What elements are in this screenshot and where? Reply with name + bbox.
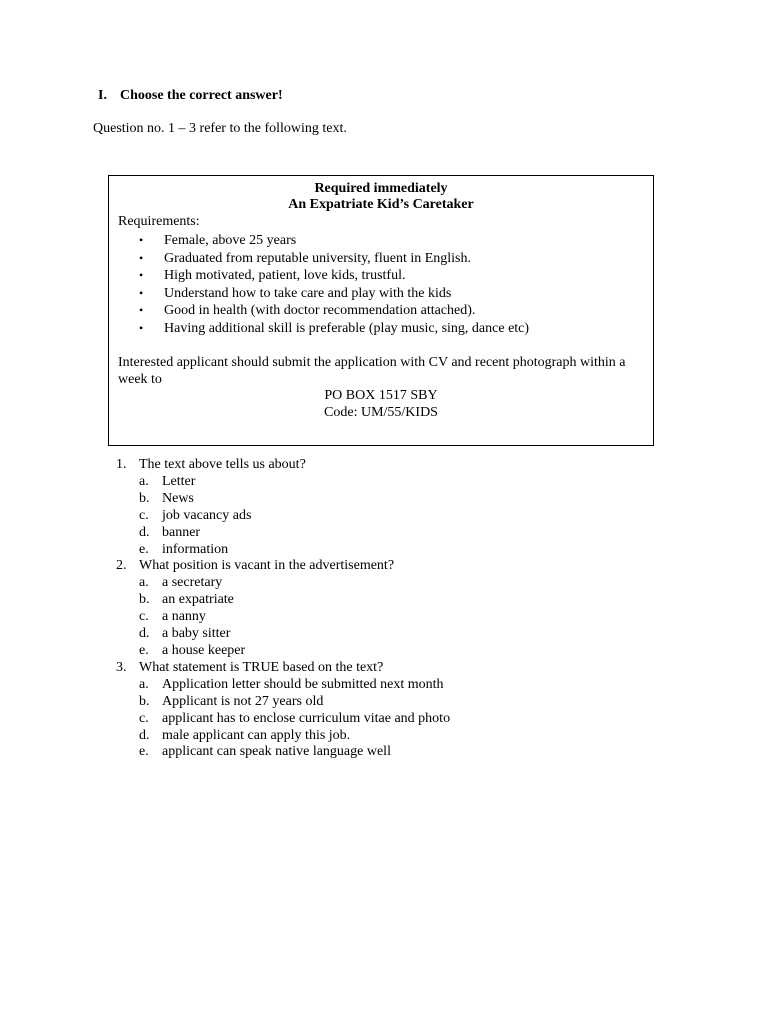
ad-title-line-1: Required immediately — [314, 181, 448, 196]
option-text: information — [162, 541, 229, 557]
bullet-icon: • — [139, 250, 144, 265]
answer-option — [139, 542, 450, 559]
answer-options — [116, 474, 450, 559]
question-text: What statement is TRUE based on the text? — [139, 659, 384, 675]
answer-option — [139, 711, 450, 728]
requirement-item — [139, 250, 529, 268]
answer-option — [139, 677, 450, 694]
option-letter: e. — [139, 541, 149, 557]
requirement-text: Having additional skill is preferable (play music, sing, dance etc) — [164, 320, 530, 336]
option-text: Letter — [162, 473, 196, 489]
answer-option — [139, 694, 450, 711]
option-text: a nanny — [162, 609, 206, 625]
ad-code: Code: UM/55/KIDS — [324, 405, 438, 420]
option-text: applicant has to enclose curriculum vitae and photo — [162, 710, 451, 726]
requirements-label: Requirements: — [118, 214, 200, 229]
option-text: a baby sitter — [162, 626, 231, 642]
bullet-icon: • — [139, 303, 144, 317]
option-text: banner — [162, 524, 201, 540]
option-letter: b. — [139, 693, 150, 709]
po-box-address: PO BOX 1517 SBY — [324, 388, 438, 403]
question-number: 3. — [116, 659, 127, 675]
question-number: 2. — [116, 558, 127, 574]
answer-option — [139, 592, 450, 609]
requirement-text: Understand how to take care and play with the kids — [164, 285, 452, 301]
option-letter: d. — [139, 727, 150, 743]
answer-option — [139, 525, 450, 542]
option-text: an expatriate — [162, 592, 234, 608]
bullet-icon: • — [139, 285, 144, 300]
apply-text: Interested applicant should submit the application with CV and recent photograph within a week to — [118, 355, 626, 387]
bullet-icon: • — [139, 233, 144, 247]
requirement-item — [139, 320, 529, 338]
answer-options — [116, 575, 450, 660]
option-letter: a. — [139, 473, 149, 489]
option-text: applicant can speak native language well — [162, 744, 391, 760]
option-letter: d. — [139, 524, 150, 540]
option-letter: e. — [139, 642, 149, 658]
option-text: News — [162, 490, 194, 506]
requirement-text: Good in health (with doctor recommendation attached). — [164, 303, 476, 318]
option-letter: b. — [139, 490, 150, 506]
question-number: 1. — [116, 457, 127, 472]
option-text: job vacancy ads — [162, 507, 252, 523]
question-text: What position is vacant in the advertisement? — [139, 558, 395, 574]
requirements-list — [139, 232, 529, 337]
answer-option — [139, 491, 450, 508]
answer-option — [139, 474, 450, 491]
section-title: Choose the correct answer! — [120, 88, 283, 103]
question-text: The text above tells us about? — [139, 457, 306, 472]
bullet-icon: • — [139, 320, 144, 335]
advertisement-box — [108, 175, 654, 446]
option-letter: a. — [139, 676, 149, 692]
ad-title-line-2: An Expatriate Kid’s Caretaker — [288, 197, 474, 212]
requirement-item — [139, 232, 529, 250]
option-letter: d. — [139, 626, 150, 642]
answer-option — [139, 626, 450, 643]
answer-option — [139, 575, 450, 592]
answer-option — [139, 744, 450, 761]
option-text: a house keeper — [162, 642, 246, 658]
question-item — [116, 457, 450, 558]
option-letter: c. — [139, 609, 149, 625]
answer-option — [139, 508, 450, 525]
questions-list — [116, 457, 450, 761]
intro-text: Question no. 1 – 3 refer to the following text. — [93, 121, 347, 136]
question-prompt — [116, 558, 450, 575]
bullet-icon: • — [139, 268, 144, 282]
option-text: a secretary — [162, 575, 223, 591]
answer-options — [116, 677, 450, 762]
question-prompt — [116, 660, 450, 677]
option-text: male applicant can apply this job. — [162, 727, 351, 743]
option-letter: e. — [139, 744, 149, 760]
option-text: Application letter should be submitted next month — [162, 676, 444, 692]
option-letter: c. — [139, 507, 149, 523]
requirement-item — [139, 285, 529, 303]
answer-option — [139, 609, 450, 626]
requirement-item — [139, 302, 529, 320]
section-number: I. — [98, 88, 107, 103]
answer-option — [139, 728, 450, 745]
question-item — [116, 660, 450, 761]
option-letter: a. — [139, 575, 149, 591]
requirement-text: Female, above 25 years — [164, 233, 297, 248]
requirement-text: High motivated, patient, love kids, trustful. — [164, 268, 406, 283]
question-item — [116, 558, 450, 659]
option-letter: c. — [139, 710, 149, 726]
requirement-text: Graduated from reputable university, fluent in English. — [164, 250, 472, 266]
question-prompt — [116, 457, 450, 474]
answer-option — [139, 643, 450, 660]
requirement-item — [139, 267, 529, 285]
option-text: Applicant is not 27 years old — [162, 693, 324, 709]
option-letter: b. — [139, 592, 150, 608]
section-heading — [98, 88, 283, 104]
